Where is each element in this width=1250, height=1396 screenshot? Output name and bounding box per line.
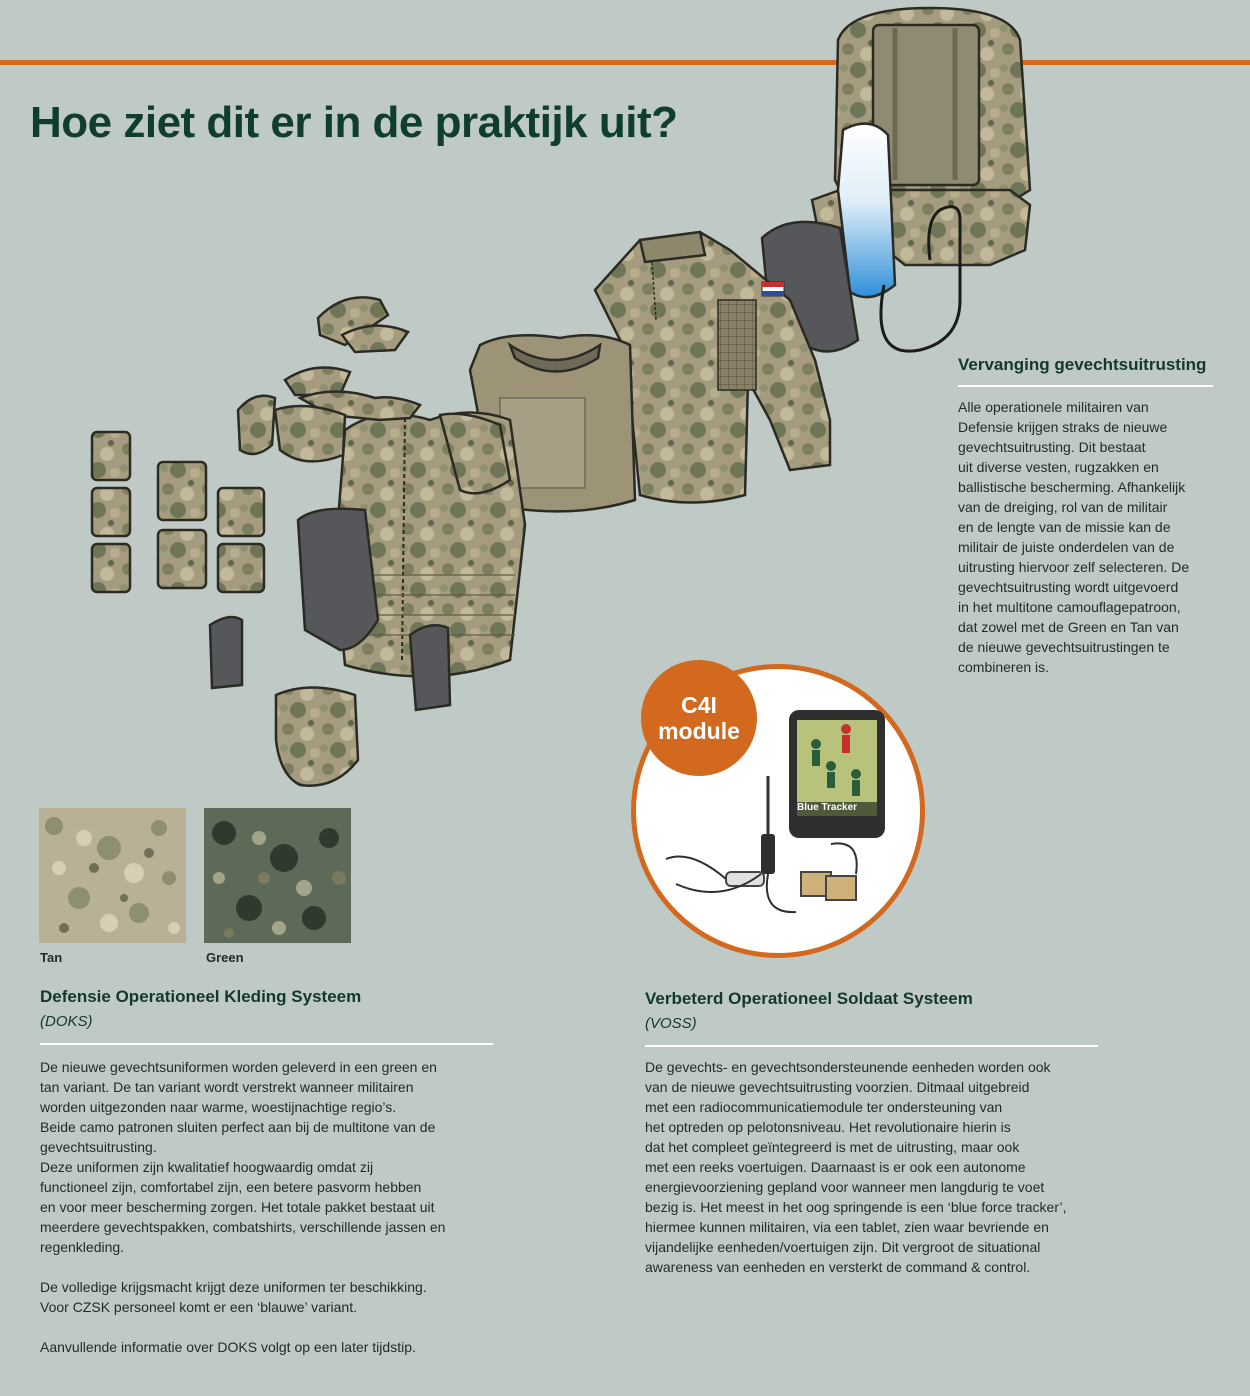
ballistic-plate-front <box>298 509 378 650</box>
right-section-body: Alle operationele militairen van Defensie krijgen straks de nieuwe gevechtsuitrusting. Dit bestaat uit diverse vesten, rugzakken en ballistische bescherming. Afhankelijk van de dreiging, rol van de militair en de lengte van de missie kan de militair de juiste onderdelen van de uitrusting hiervoor zelf selecteren. De gevechtsuitrusting wordt uitgevoerd in het multitone camouflagepatroon, dat zowel met de Green en Tan van de nieuwe gevechtsuitrustingen te combineren is. <box>958 399 1190 675</box>
tan-swatch <box>39 808 186 943</box>
voss-title: Verbeterd Operationeel Soldaat Systeem <box>645 989 973 1008</box>
doks-title: Defensie Operationeel Kleding Systeem <box>40 987 362 1006</box>
green-label: Green <box>206 950 244 965</box>
right-section-title: Vervanging gevechtsuitrusting <box>958 355 1207 374</box>
green-swatch <box>204 808 351 943</box>
doks-subtitle: (DOKS) <box>40 1013 93 1030</box>
doks-rule <box>40 1043 493 1045</box>
groin-protector <box>276 688 358 786</box>
side-plate-right <box>410 625 450 710</box>
tablet-label: Blue Tracker <box>797 802 858 813</box>
c4i-badge-line1: C4I <box>681 692 717 718</box>
voss-rule <box>645 1045 1098 1047</box>
voss-body: De gevechts- en gevechtsondersteunende eenheden worden ook van de nieuwe gevechtsuitrusting voorzien. Ditmaal uitgebreid met een radiocommunicatiemodule ter ondersteuning van het optreden op pelotonsniveau. Het revolutionaire hierin is dat het compleet geïntegreerd is met de uitrusting, maar ook met een reeks voertuigen. Daarnaast is er ook een autonome energievoorziening gepland voor wanneer men langdurig te voet bezig is. Het meest in het oog springende is een ‘blue force tracker’, hiermee kunnen militairen, via een tablet, zien waar bevriende en vijandelijke eenheden/voertuigen zijn. Dit vergroot de situational awareness van eenheden en versterkt de command & control. <box>645 1059 1067 1275</box>
c4i-badge-line2: module <box>658 718 740 744</box>
tan-label: Tan <box>40 950 63 965</box>
doks-body: De nieuwe gevechtsuniformen worden geleverd in een green en tan variant. De tan variant wordt verstrekt wanneer militairen worden uitgezonden naar warme, woestijnachtige regio’s. Beide camo patronen sluiten perfect aan bij de multitone van de gevechtsuitrusting. Deze uniformen zijn kwalitatief hoogwaardig omdat zij functioneel zijn, comfortabel zijn, een betere pasvorm hebben en voor meer bescherming zorgen. Het totale pakket bestaat uit meerdere gevechtspakken, combatshirts, verschillende jassen en regenkleding. De volledige krijgsmacht krijgt deze uniformen ter beschikking. Voor CZSK personeel komt er een ‘blauwe’ variant. Aanvullende informatie over DOKS volgt op een later tijdstip. <box>40 1059 446 1355</box>
ammo-pouches <box>92 432 264 592</box>
side-plate-left <box>210 617 242 688</box>
c4i-badge <box>641 660 757 776</box>
page-title: Hoe ziet dit er in de praktijk uit? <box>30 98 678 147</box>
right-section-rule <box>958 385 1213 387</box>
voss-subtitle: (VOSS) <box>645 1015 697 1032</box>
